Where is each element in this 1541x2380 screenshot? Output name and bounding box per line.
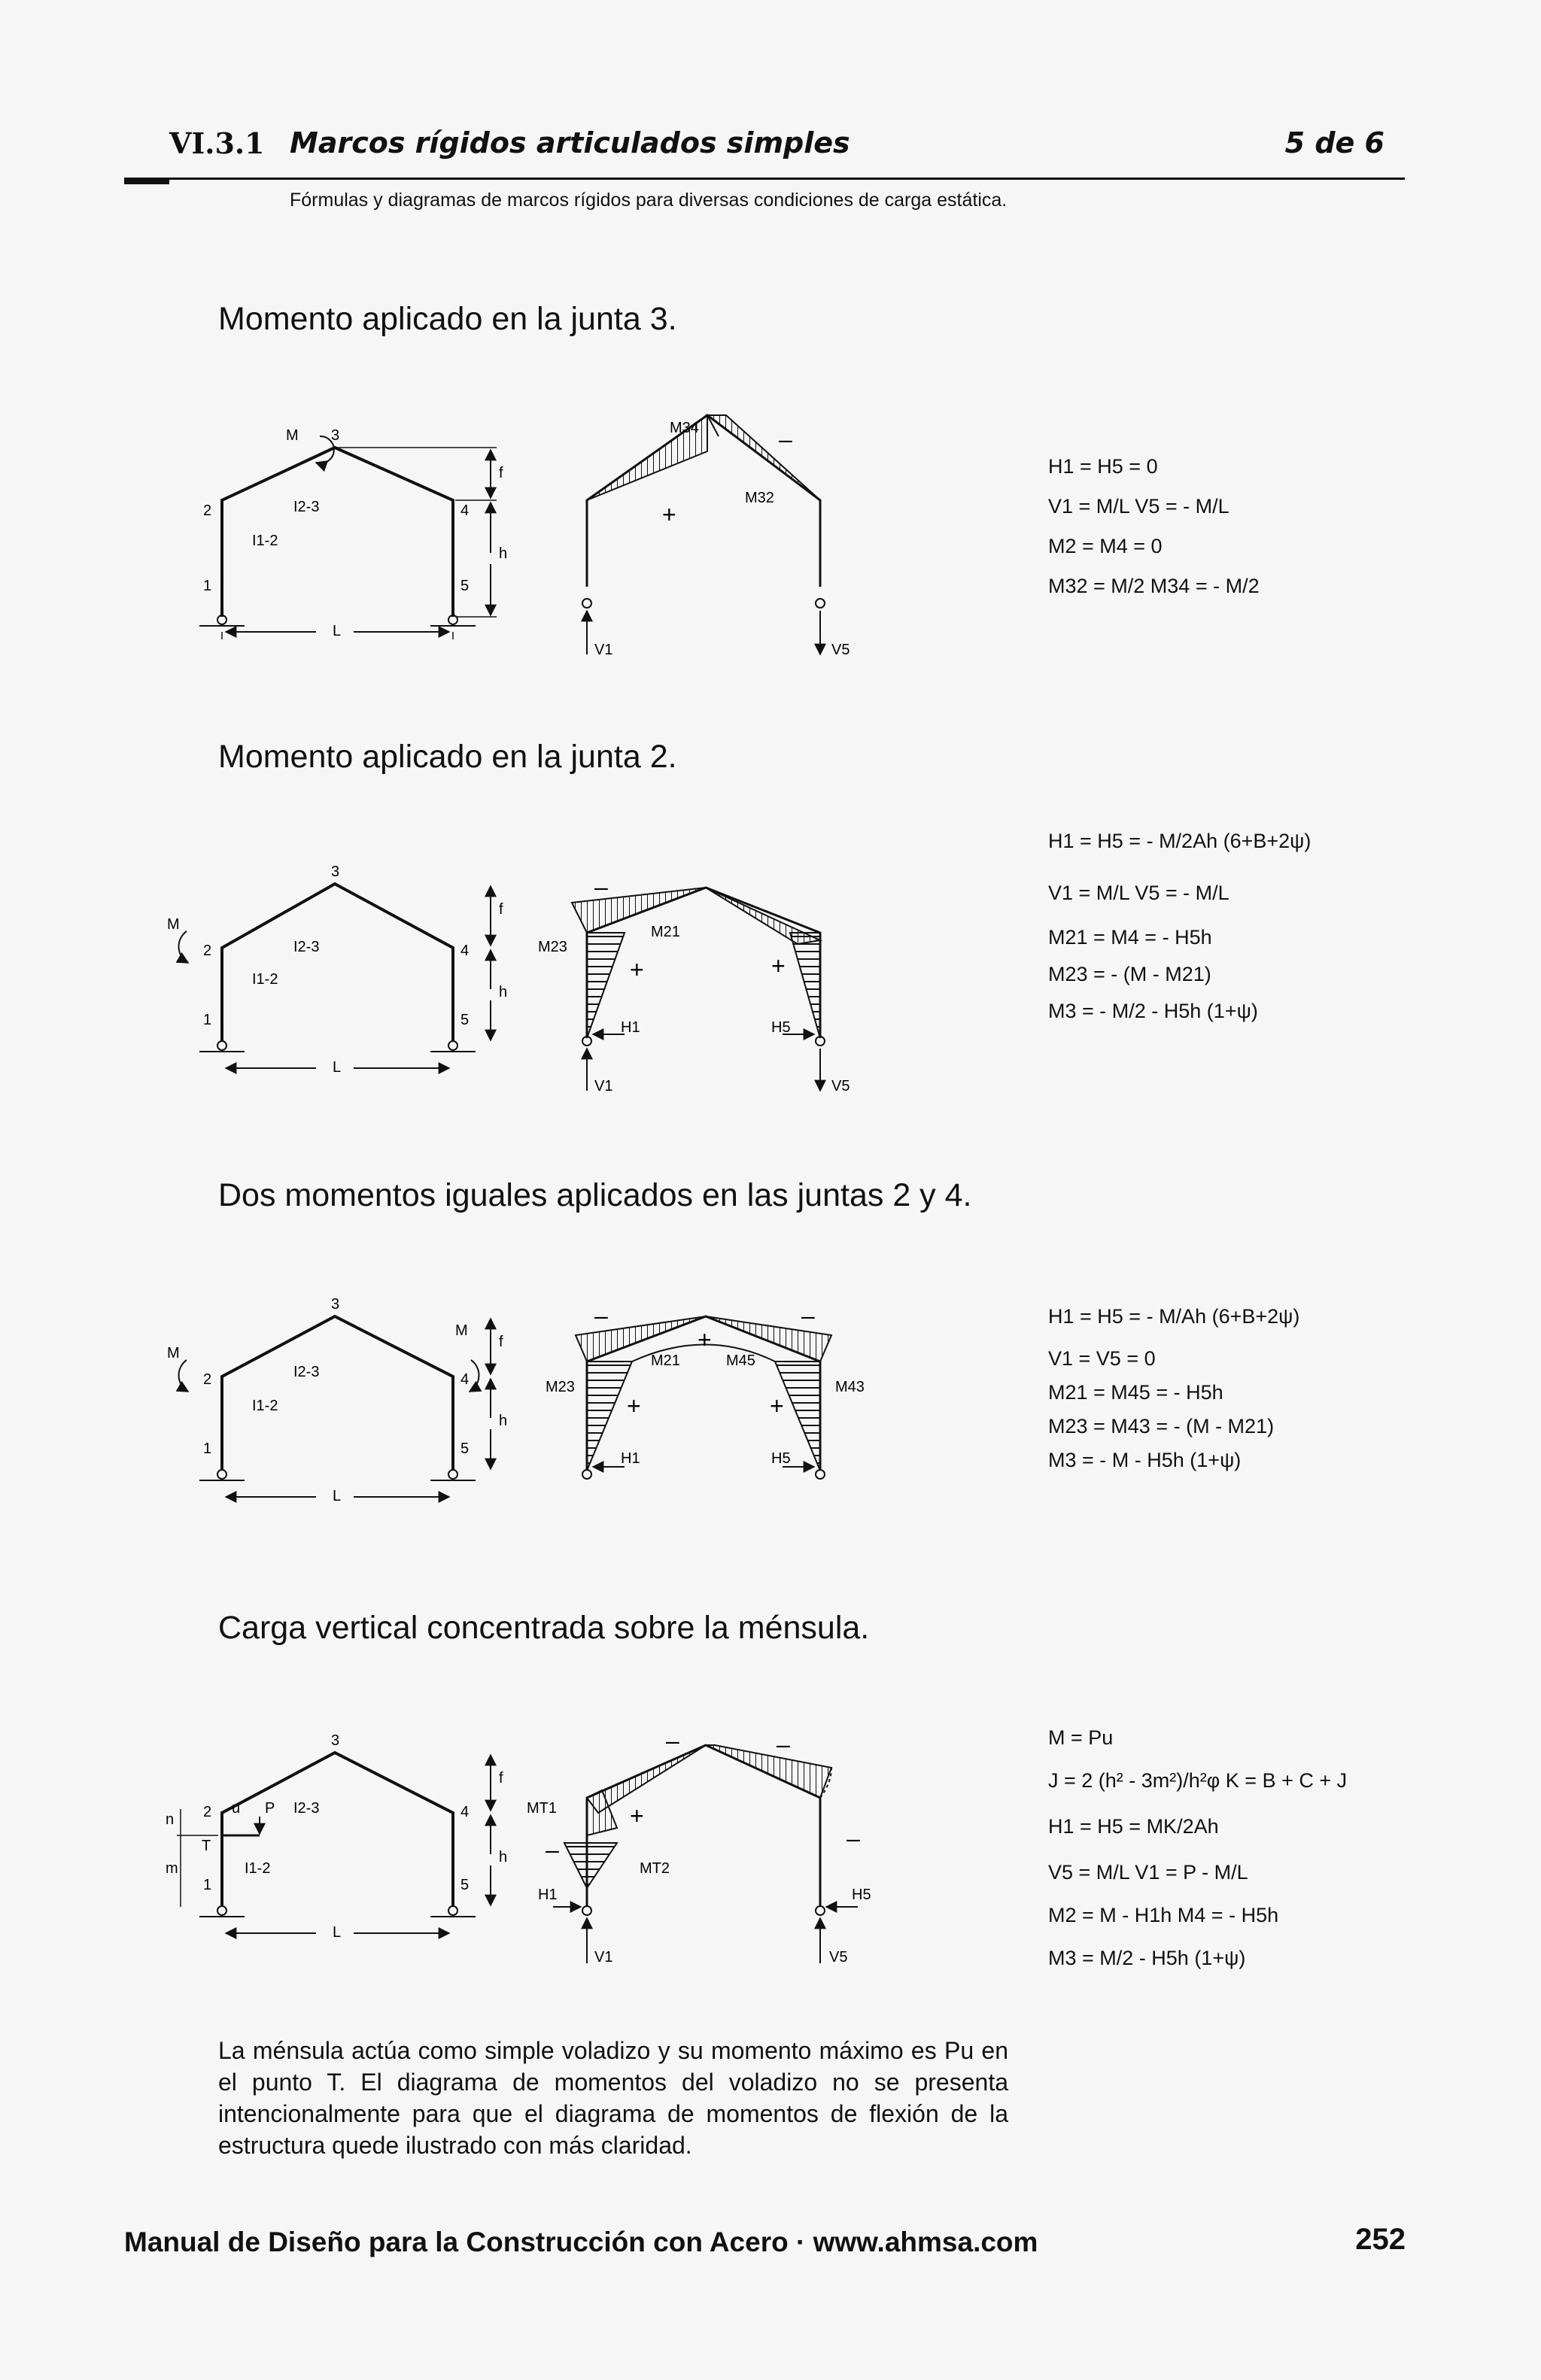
- label-V5: V5: [831, 1078, 850, 1094]
- label-node-4: 4: [460, 1804, 470, 1820]
- label-M43: M43: [835, 1379, 865, 1395]
- eq-2-1: H1 = H5 = - M/2Ah (6+B+2ψ): [1048, 830, 1312, 852]
- label-L: L: [333, 1059, 342, 1076]
- label-h: h: [499, 1413, 508, 1429]
- label-H1: H1: [621, 1019, 640, 1036]
- label-V5: V5: [831, 642, 850, 658]
- eq-1-1: H1 = H5 = 0: [1048, 455, 1158, 478]
- section-1-title: Momento aplicado en la junta 3.: [218, 301, 677, 337]
- section-4-title: Carga vertical concentrada sobre la ménsula.: [218, 1610, 870, 1646]
- eq-4-5: M2 = M - H1h M4 = - H5h: [1048, 1904, 1279, 1926]
- label-I12: I1-2: [252, 971, 278, 988]
- label-h: h: [499, 545, 508, 562]
- figure-2: [166, 850, 918, 1121]
- sign-plus: +: [698, 1326, 712, 1353]
- section-1-equations: [1048, 455, 1260, 598]
- label-H5: H5: [852, 1887, 871, 1903]
- label-M45: M45: [726, 1352, 755, 1369]
- label-M21: M21: [651, 1352, 680, 1369]
- label-M23: M23: [546, 1379, 575, 1395]
- label-M: M: [167, 916, 180, 933]
- eq-2-4: M23 = - (M - M21): [1048, 963, 1211, 985]
- label-I12: I1-2: [245, 1860, 271, 1877]
- eq-4-1: M = Pu: [1048, 1726, 1114, 1749]
- note-paragraph: La ménsula actúa como simple voladizo y su momento máximo es Pu en el punto T. El diagrama de momentos del voladizo no se presenta intencionalmente para que el diagrama de momentos de flexión de la estructura quede ilustrado con más claridad.: [218, 2037, 1008, 2159]
- section-3-title: Dos momentos iguales aplicados en las juntas 2 y 4.: [218, 1177, 972, 1213]
- label-I12: I1-2: [252, 1398, 278, 1414]
- sign-minus: –: [846, 1825, 860, 1852]
- eq-3-2: V1 = V5 = 0: [1048, 1347, 1156, 1370]
- sign-minus: –: [801, 1302, 815, 1329]
- label-m: m: [166, 1860, 178, 1877]
- label-node-5: 5: [460, 1877, 470, 1893]
- label-H5: H5: [771, 1019, 791, 1036]
- eq-3-5: M3 = - M - H5h (1+ψ): [1048, 1449, 1242, 1471]
- label-node-3: 3: [331, 1296, 340, 1313]
- label-H1: H1: [538, 1887, 558, 1903]
- label-node-2: 2: [203, 1804, 212, 1820]
- eq-1-3: M2 = M4 = 0: [1048, 535, 1163, 557]
- label-V1: V1: [594, 642, 613, 658]
- eq-4-4: V5 = M/L V1 = P - M/L: [1048, 1861, 1248, 1884]
- label-L: L: [333, 1488, 342, 1504]
- label-f: f: [499, 465, 503, 481]
- sign-plus: +: [770, 1392, 784, 1419]
- header-rule-accent: [124, 178, 169, 184]
- label-node-1: 1: [203, 578, 212, 594]
- eq-2-2: V1 = M/L V5 = - M/L: [1048, 882, 1229, 904]
- label-node-5: 5: [460, 1012, 470, 1028]
- section-code: VI.3.1: [169, 126, 265, 160]
- label-I12: I1-2: [252, 533, 278, 549]
- sign-plus: +: [771, 952, 786, 979]
- label-M23: M23: [538, 939, 567, 955]
- label-H5: H5: [771, 1450, 791, 1467]
- eq-4-2: J = 2 (h² - 3m²)/h²φ K = B + C + J: [1048, 1769, 1348, 1792]
- label-M: M: [167, 1345, 180, 1362]
- footer-text: Manual de Diseño para la Construcción con Acero · www.ahmsa.com: [124, 2227, 1038, 2257]
- page-of: 5 de 6: [1284, 126, 1384, 159]
- sign-minus: –: [777, 1731, 790, 1758]
- label-node-4: 4: [460, 1371, 470, 1388]
- sign-plus: +: [662, 501, 676, 528]
- eq-3-1: H1 = H5 = - M/Ah (6+B+2ψ): [1048, 1305, 1300, 1328]
- section-4-equations: [1048, 1726, 1347, 1970]
- label-M21: M21: [651, 924, 680, 940]
- label-MT2: MT2: [640, 1860, 670, 1877]
- label-node-5: 5: [460, 1440, 470, 1457]
- label-node-3: 3: [331, 864, 340, 880]
- label-I23: I2-3: [293, 499, 320, 515]
- label-T: T: [202, 1838, 211, 1854]
- label-L: L: [333, 1924, 342, 1941]
- sign-plus: +: [630, 956, 644, 983]
- eq-2-3: M21 = M4 = - H5h: [1048, 926, 1212, 949]
- section-3-equations: [1048, 1305, 1299, 1472]
- eq-4-3: H1 = H5 = MK/2Ah: [1048, 1815, 1219, 1838]
- label-L: L: [333, 623, 342, 639]
- label-node-2: 2: [203, 1371, 212, 1388]
- label-I23: I2-3: [293, 939, 320, 955]
- sign-minus: –: [546, 1836, 559, 1863]
- sign-minus: –: [779, 426, 792, 453]
- label-f: f: [499, 1334, 503, 1350]
- label-node-2: 2: [203, 502, 212, 519]
- label-f: f: [499, 901, 503, 918]
- label-MT1: MT1: [527, 1800, 557, 1817]
- label-P: P: [265, 1800, 275, 1817]
- label-node-1: 1: [203, 1012, 212, 1028]
- footer-page-number: 252: [1355, 2223, 1406, 2256]
- label-node-1: 1: [203, 1440, 212, 1457]
- label-h: h: [499, 1849, 508, 1865]
- label-V1: V1: [594, 1078, 613, 1094]
- label-node-4: 4: [460, 943, 470, 959]
- label-V5: V5: [829, 1949, 848, 1966]
- eq-3-3: M21 = M45 = - H5h: [1048, 1381, 1223, 1404]
- label-M32: M32: [745, 490, 774, 506]
- label-M: M: [455, 1322, 468, 1339]
- label-V1: V1: [594, 1949, 613, 1966]
- eq-4-6: M3 = M/2 - H5h (1+ψ): [1048, 1947, 1246, 1969]
- label-I23: I2-3: [293, 1800, 320, 1817]
- figure-3: [166, 1286, 918, 1527]
- label-node-5: 5: [460, 578, 470, 594]
- sign-minus: –: [594, 873, 608, 900]
- label-I23: I2-3: [293, 1364, 320, 1380]
- section-title: Marcos rígidos articulados simples: [290, 126, 850, 159]
- eq-3-4: M23 = M43 = - (M - M21): [1048, 1415, 1275, 1437]
- eq-1-2: V1 = M/L V5 = - M/L: [1048, 495, 1229, 518]
- label-H1: H1: [621, 1450, 640, 1467]
- label-M: M: [286, 427, 299, 444]
- sign-plus: +: [627, 1392, 641, 1419]
- label-f: f: [499, 1770, 503, 1787]
- header-rule: [124, 178, 1405, 180]
- label-node-3: 3: [331, 1732, 340, 1749]
- sign-minus: –: [666, 1727, 679, 1754]
- label-node-2: 2: [203, 943, 212, 959]
- label-n: n: [166, 1811, 175, 1828]
- figure-1: [166, 406, 918, 677]
- section-2-title: Momento aplicado en la junta 2.: [218, 739, 677, 775]
- eq-2-5: M3 = - M/2 - H5h (1+ψ): [1048, 1000, 1258, 1022]
- label-node-4: 4: [460, 502, 470, 519]
- header-subtitle: Fórmulas y diagramas de marcos rígidos para diversas condiciones de carga estática.: [290, 190, 1008, 211]
- figure-4: [166, 1723, 918, 1978]
- sign-minus: –: [594, 1302, 608, 1329]
- label-u: u: [232, 1800, 241, 1817]
- label-M34: M34: [670, 420, 699, 436]
- label-node-1: 1: [203, 1877, 212, 1893]
- sign-plus: +: [630, 1802, 644, 1829]
- eq-1-4: M32 = M/2 M34 = - M/2: [1048, 575, 1260, 597]
- label-h: h: [499, 984, 508, 1000]
- section-2-equations: [1048, 830, 1311, 1023]
- label-node-3: 3: [331, 427, 340, 444]
